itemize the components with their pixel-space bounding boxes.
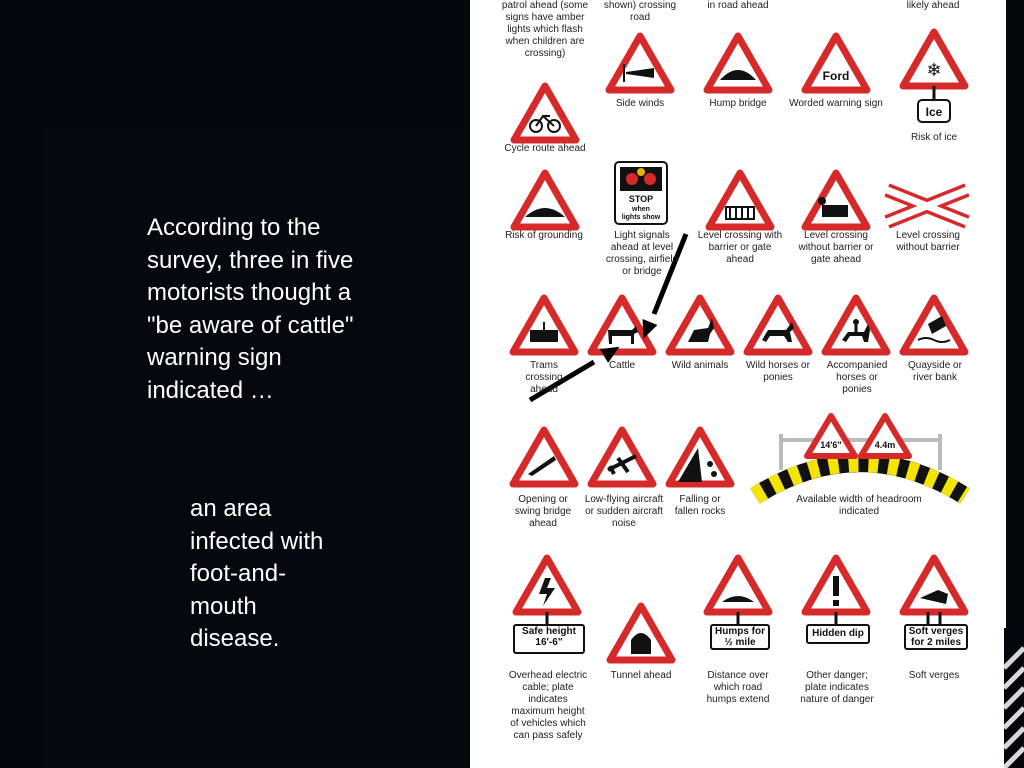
answer-text: an area infected with foot-and-mouth disease. (190, 495, 324, 652)
caption-road-humps: Distance over which road humps extend (706, 670, 770, 705)
level-crossing-no-barrier-sign (805, 173, 867, 227)
caption-tunnel: Tunnel ahead (610, 670, 672, 681)
ice-sign (903, 32, 965, 122)
caption-risk-of-grounding: Risk of grounding (505, 230, 583, 241)
svg-text:STOP: STOP (628, 194, 654, 204)
caption-wild-animals: Wild animals (671, 360, 729, 371)
ford-sign (805, 36, 867, 90)
soft-verges-sign (903, 558, 965, 624)
caption-level-crossing-no-barrier: Level crossing without barrier or gate ahead (798, 230, 874, 265)
svg-text:Ford: Ford (822, 69, 850, 83)
caption-soft-verges: Soft verges (908, 670, 960, 681)
accompanied-horses-sign (825, 298, 887, 352)
caption-patrol: patrol ahead (some signs have amber lights which flash when children are crossing) (501, 0, 589, 59)
caption-accompanied-horses: Accompanied horses or ponies (826, 360, 888, 395)
svg-text:lights show: lights show (621, 214, 661, 221)
caption-side-winds: Side winds (615, 98, 665, 109)
headroom-sign (755, 416, 965, 496)
caption-in-road: in road ahead (707, 0, 769, 11)
falling-rocks-sign (669, 430, 731, 484)
caption-headroom: Available width of headroom indicated (796, 494, 922, 517)
svg-text:14'6": 14'6" (820, 440, 842, 450)
caption-cycle-route: Cycle route ahead (504, 143, 586, 154)
caption-crossing-road: shown) crossing road (603, 0, 677, 23)
low-flying-aircraft-sign (591, 430, 653, 484)
safe-height-plate: Safe height 16'-6" (513, 624, 585, 654)
road-humps-sign (707, 558, 769, 624)
trams-sign (513, 298, 575, 352)
caption-risk-of-ice: Risk of ice (910, 132, 958, 143)
caption-worded-warning: Worded warning sign (789, 98, 883, 109)
caption-likely: likely ahead (906, 0, 960, 11)
hidden-dip-plate: Hidden dip (806, 624, 870, 644)
caption-other-danger: Other danger; plate indicates nature of danger (800, 670, 874, 705)
wild-animals-sign (669, 298, 731, 352)
svg-text:4.4m: 4.4m (874, 440, 896, 450)
caption-hump-bridge: Hump bridge (709, 98, 767, 109)
caption-quayside: Quayside or river bank (908, 360, 962, 383)
wild-horses-sign (747, 298, 809, 352)
swing-bridge-sign (513, 430, 575, 484)
caption-level-crossing-barrier: Level crossing with barrier or gate ahead (697, 230, 783, 265)
corner-decoration (1004, 628, 1024, 768)
caption-wild-horses: Wild horses or ponies (746, 360, 810, 383)
svg-text:when: when (632, 206, 650, 213)
tunnel-sign (610, 606, 672, 660)
side-winds-sign (609, 36, 671, 90)
caption-light-signals: Light signals ahead at level crossing, airfield or bridge (605, 230, 679, 277)
hump-bridge-sign (707, 36, 769, 90)
other-danger-sign (805, 558, 867, 624)
level-crossing-cross-sign (887, 190, 967, 222)
level-crossing-barrier-sign (709, 173, 771, 227)
light-signals-sign (615, 162, 667, 224)
humps-plate: Humps for ½ mile (710, 624, 770, 650)
caption-trams: Trams crossing ahead (525, 360, 563, 395)
caption-aircraft: Low-flying aircraft or sudden aircraft noise (584, 494, 664, 529)
svg-text:Ice: Ice (925, 105, 943, 119)
soft-verges-plate: Soft verges for 2 miles (904, 624, 968, 650)
caption-cattle: Cattle (608, 360, 636, 371)
caption-falling-rocks: Falling or fallen rocks (674, 494, 726, 517)
question-text: According to the survey, three in five motorists thought a "be aware of cattle" warning sign indicated … (147, 214, 354, 404)
caption-level-crossing-cross: Level crossing without barrier (896, 230, 960, 253)
cycle-route-sign (514, 86, 576, 140)
quayside-sign (903, 298, 965, 352)
overhead-cable-sign (516, 558, 578, 626)
svg-text:❄: ❄ (926, 60, 942, 80)
risk-of-grounding-sign (514, 173, 576, 227)
caption-swing-bridge: Opening or swing bridge ahead (514, 494, 572, 529)
caption-overhead-cable: Overhead electric cable; plate indicates maximum height of vehicles which can pass safely (508, 670, 588, 741)
road-signs-image (470, 0, 1006, 768)
